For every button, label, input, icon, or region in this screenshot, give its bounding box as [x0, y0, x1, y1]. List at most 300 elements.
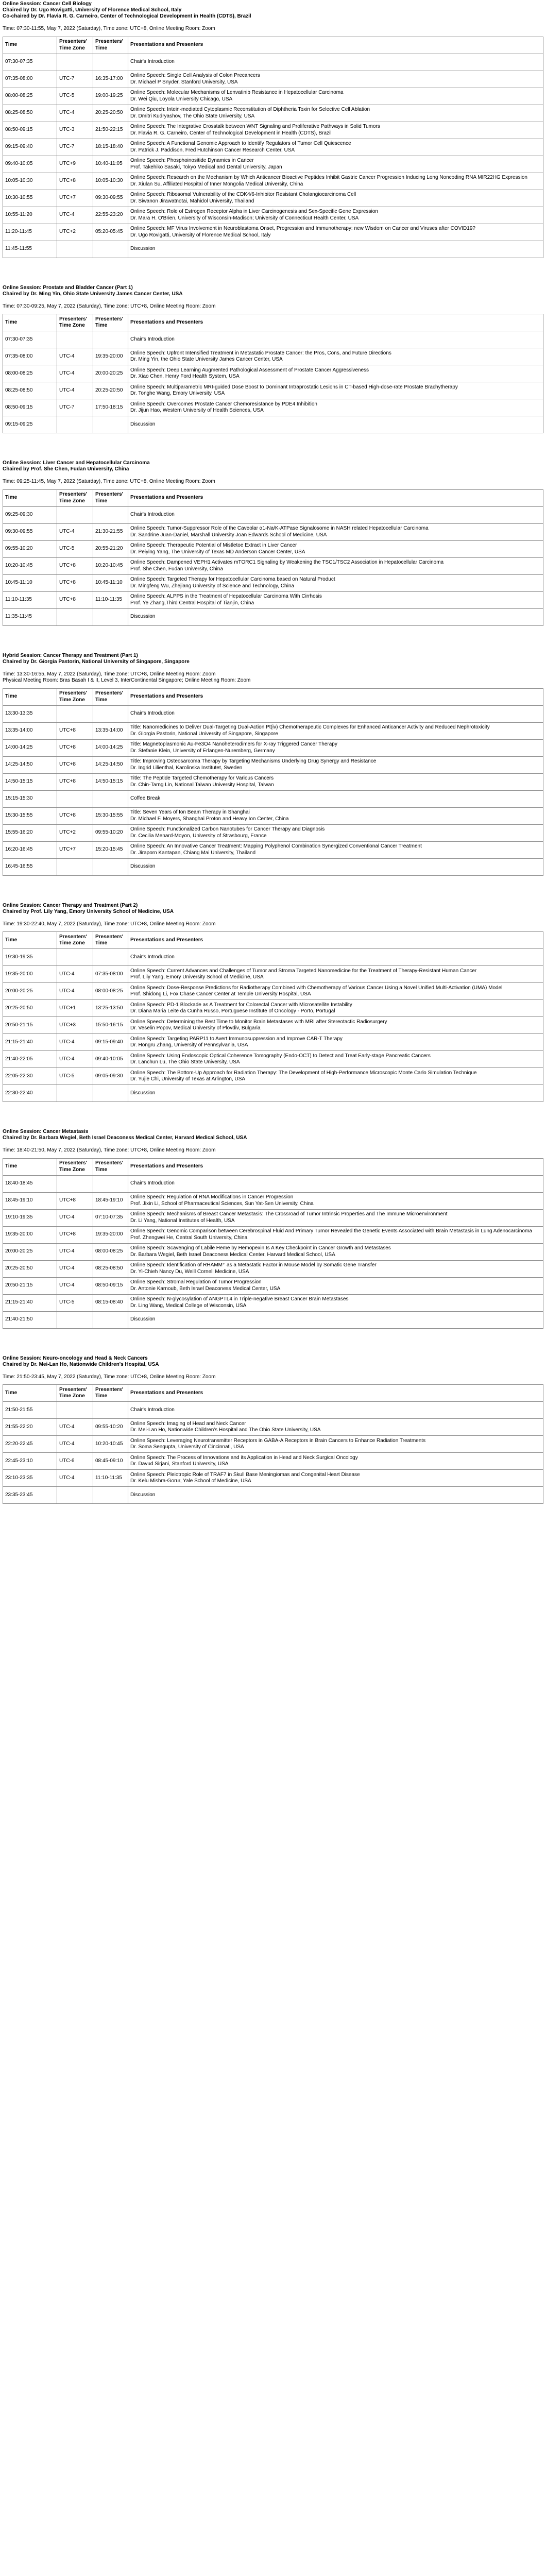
presenter-time-cell [93, 54, 128, 71]
presentation-cell [128, 365, 543, 382]
timezone-cell: UTC+8 [57, 722, 93, 739]
presentation-title: Title: Nanomedicines to Deliver Dual-Targeting Dual-Action Pt(iv) Chemotherapeutic Complexes for Enhanced Anticancer Activity and Reduced Nephrotoxicity [130, 724, 490, 730]
table-row [3, 1243, 543, 1260]
presenter-time-cell: 22:55-23:20 [93, 207, 128, 224]
table-header-row [3, 314, 543, 331]
table-row [3, 1453, 543, 1470]
presenter-name: Dr. Xiao Chen, Henry Ford Health System, USA [130, 374, 240, 379]
timezone-cell: UTC+8 [57, 591, 93, 608]
session-title: Online Session: Liver Cancer and Hepatocellular Carcinoma [3, 460, 150, 466]
presenter-time-cell: 09:30-09:55 [93, 190, 128, 207]
presentation-cell [128, 790, 543, 807]
time-cell: 16:45-16:55 [3, 858, 57, 875]
column-header: Presenters' Time Zone [57, 688, 93, 705]
table-row [3, 841, 543, 858]
presentation-cell [128, 1311, 543, 1328]
table-row [3, 207, 543, 224]
presenter-name: Prof. Takehiko Sasaki, Tokyo Medical and Dental University, Japan [130, 164, 282, 170]
session-time: Time: 19:30-22:40, May 7, 2022 (Saturday), Time zone: UTC+8, Online Meeting Room: Zoom [3, 921, 216, 927]
presentation-title: Online Speech: Pleiotropic Role of TRAF7 in Skull Base Meningiomas and Congenital Heart Disease [130, 1471, 360, 1478]
presenter-time-cell: 17:50-18:15 [93, 399, 128, 416]
timezone-cell: UTC-4 [57, 983, 93, 1000]
table-row [3, 722, 543, 739]
presenter-name: Dr. Yi-Chieh Nancy Du, Weill Cornell Medicine, USA [130, 1268, 249, 1275]
presentation-title: Discussion [130, 863, 156, 870]
session-location: Physical Meeting Room: Bras Basah I & II, Level 3, InterContinental Singapore; Online Meeting Room: Zoom [3, 677, 251, 683]
time-cell: 07:35-08:00 [3, 71, 57, 88]
table-row [3, 122, 543, 139]
presenter-time-cell [93, 949, 128, 966]
column-header: Presentations and Presenters [128, 314, 543, 331]
presentation-title: Online Speech: Dose-Response Predictions for Radiotherapy Combined with Chemotherapy of Various Cancer Using a Novel Unified Multi-Activation (UMA) Model [130, 985, 503, 991]
column-header: Presenters' Time [93, 688, 128, 705]
table-row [3, 966, 543, 983]
presentation-title: Title: Seven Years of Ion Beam Therapy in Shanghai [130, 809, 250, 815]
presenter-name: Dr. Stefanie Klein, University of Erlangen-Nuremberg, Germany [130, 748, 275, 754]
column-header: Time [3, 1158, 57, 1175]
table-row [3, 574, 543, 591]
schedule-table [3, 489, 543, 626]
session-chair: Chaired by Prof. She Chen, Fudan University, China [3, 466, 129, 472]
presentation-cell [128, 1470, 543, 1487]
presentation-cell [128, 207, 543, 224]
timezone-cell [57, 416, 93, 433]
presentation-cell [128, 88, 543, 105]
time-cell: 13:35-14:00 [3, 722, 57, 739]
presentation-cell [128, 382, 543, 399]
schedule-table [3, 688, 543, 876]
presenter-name: Dr. Flavia R. G. Carneiro, Center of Technological Development in Health (CDTS), Brazil [130, 130, 332, 136]
presenter-name: Dr. Ming Yin, the Ohio State University James Cancer Center, USA [130, 357, 283, 362]
presenter-time-cell: 21:50-22:15 [93, 122, 128, 139]
time-cell: 20:25-20:50 [3, 1000, 57, 1017]
table-row [3, 416, 543, 433]
presenter-time-cell: 15:20-15:45 [93, 841, 128, 858]
table-header-row [3, 932, 543, 949]
presentation-cell [128, 1175, 543, 1192]
time-cell: 10:05-10:30 [3, 173, 57, 190]
table-row [3, 1068, 543, 1085]
column-header: Presenters' Time Zone [57, 489, 93, 506]
presentation-cell [128, 1294, 543, 1311]
timezone-cell [57, 608, 93, 625]
presentation-title: Online Speech: Mechanisms of Breast Cancer Metastasis: The Crossroad of Tumor Intrinsic Properties and The Immune Microenvironment [130, 1211, 448, 1217]
presentation-cell [128, 705, 543, 722]
presentation-cell [128, 1192, 543, 1209]
presentation-cell [128, 523, 543, 540]
presentation-cell [128, 399, 543, 416]
schedule-table [3, 314, 543, 433]
timezone-cell: UTC-4 [57, 1034, 93, 1051]
table-header-row [3, 688, 543, 705]
column-header: Time [3, 932, 57, 949]
timezone-cell [57, 1175, 93, 1192]
presentation-cell [128, 983, 543, 1000]
presenter-name: Dr. Chin-Tarng Lin, National Taiwan University Hospital, Taiwan [130, 782, 274, 788]
presentation-title: Online Speech: Current Advances and Challenges of Tumor and Stroma Targeted Nanomedicine for the Treatment of Therapy-Resistant Human Cancer [130, 968, 477, 974]
presenter-time-cell: 13:35-14:00 [93, 722, 128, 739]
presenter-time-cell: 09:40-10:05 [93, 1051, 128, 1068]
presenter-name: Dr. Antonie Karnoub, Beth Israel Deaconess Medical Center, USA [130, 1285, 281, 1292]
column-header: Time [3, 688, 57, 705]
table-row [3, 241, 543, 258]
timezone-cell: UTC+8 [57, 557, 93, 574]
timezone-cell: UTC-4 [57, 1051, 93, 1068]
time-cell: 20:50-21:15 [3, 1017, 57, 1034]
timezone-cell [57, 331, 93, 348]
column-header: Presentations and Presenters [128, 932, 543, 949]
timezone-cell: UTC-5 [57, 540, 93, 557]
presentation-cell [128, 574, 543, 591]
time-cell: 10:20-10:45 [3, 557, 57, 574]
presentation-title: Discussion [130, 1090, 156, 1096]
timezone-cell: UTC+8 [57, 173, 93, 190]
presentation-cell [128, 173, 543, 190]
session-chair: Chaired by Dr. Ming Yin, Ohio State University James Cancer Center, USA [3, 291, 183, 297]
presenter-name: Dr. Kelu Mishra-Gorur, Yale School of Medicine, USA [130, 1478, 251, 1484]
schedule-table [3, 37, 543, 258]
presenter-name: Dr. Jijun Hao, Western University of Health Sciences, USA [130, 408, 264, 413]
timezone-cell: UTC+8 [57, 807, 93, 824]
presentation-title: Online Speech: Leveraging Neurotransmitter Receptors in GABA-A Receptors in Brain Cancers to Enhance Radiation Treatments [130, 1437, 426, 1444]
table-row [3, 807, 543, 824]
presenter-time-cell [93, 1311, 128, 1328]
presenter-time-cell: 19:35-20:00 [93, 1226, 128, 1243]
presenter-time-cell: 18:45-19:10 [93, 1192, 128, 1209]
presenter-name: Dr. Davud Sirjani, Stanford University, USA [130, 1461, 229, 1467]
session-chair: Chaired by Dr. Ugo Rovigatti, University of Florence Medical School, Italy [3, 7, 182, 13]
presenter-time-cell: 07:10-07:35 [93, 1209, 128, 1226]
time-cell: 22:45-23:10 [3, 1453, 57, 1470]
presentation-cell [128, 241, 543, 258]
table-row [3, 399, 543, 416]
table-header-row [3, 1385, 543, 1402]
presentation-title: Title: Improving Osteosarcoma Therapy by Targeting Mechanisms Underlying Drug Synergy and Resistance [130, 758, 377, 764]
presentation-cell [128, 773, 543, 790]
presenter-name: Dr. Dmitri Kudryashov, The Ohio State University, USA [130, 113, 255, 119]
presentation-title: Discussion [130, 1492, 156, 1498]
schedule-table [3, 931, 543, 1102]
time-cell: 20:25-20:50 [3, 1260, 57, 1277]
presenter-time-cell [93, 858, 128, 875]
session-block [3, 1129, 543, 1329]
table-row [3, 523, 543, 540]
timezone-cell: UTC-4 [57, 1436, 93, 1453]
timezone-cell: UTC-4 [57, 1277, 93, 1294]
presenter-time-cell: 10:40-11:05 [93, 156, 128, 173]
time-cell: 10:30-10:55 [3, 190, 57, 207]
presentation-title: Online Speech: PD-1 Blockade as A Treatment for Colorectal Cancer with Microsatellite Instability [130, 1002, 352, 1008]
time-cell: 20:00-20:25 [3, 983, 57, 1000]
presentation-cell [128, 1068, 543, 1085]
presenter-time-cell: 20:00-20:25 [93, 365, 128, 382]
presentation-cell [128, 1051, 543, 1068]
table-row [3, 1209, 543, 1226]
column-header: Presenters' Time Zone [57, 932, 93, 949]
presenter-name: Prof. Lily Yang, Emory University School of Medicine, USA [130, 974, 264, 980]
presenter-time-cell: 11:10-11:35 [93, 1470, 128, 1487]
time-cell: 18:40-18:45 [3, 1175, 57, 1192]
presenter-time-cell [93, 331, 128, 348]
timezone-cell [57, 705, 93, 722]
table-row [3, 156, 543, 173]
time-cell: 15:15-15:30 [3, 790, 57, 807]
presentation-title: Online Speech: Upfront Intensified Treatment in Metastatic Prostate Cancer: the Pros, Cons, and Future Directions [130, 350, 391, 356]
presentation-cell [128, 1487, 543, 1504]
session-chair: Chaired by Prof. Lily Yang, Emory University School of Medicine, USA [3, 908, 174, 914]
presentation-cell [128, 1034, 543, 1051]
session-block [3, 460, 543, 626]
presentation-cell [128, 1226, 543, 1243]
presenter-name: Dr. Xiulan Su, Affiliated Hospital of Inner Mongolia Medical University, China [130, 181, 303, 187]
presentation-title: Chair's Introduction [130, 512, 175, 518]
table-row [3, 365, 543, 382]
presenter-time-cell: 08:15-08:40 [93, 1294, 128, 1311]
presentation-cell [128, 824, 543, 841]
presenter-time-cell: 10:20-10:45 [93, 1436, 128, 1453]
presenter-time-cell: 08:00-08:25 [93, 983, 128, 1000]
column-header: Presenters' Time Zone [57, 314, 93, 331]
timezone-cell: UTC-5 [57, 1068, 93, 1085]
time-cell: 11:35-11:45 [3, 608, 57, 625]
presenter-time-cell: 20:25-20:50 [93, 105, 128, 122]
presentation-cell [128, 557, 543, 574]
table-row [3, 1226, 543, 1243]
presentation-title: Chair's Introduction [130, 710, 175, 717]
time-cell: 14:50-15:15 [3, 773, 57, 790]
table-header-row [3, 1158, 543, 1175]
presenter-name: Dr. Michael P Snyder, Stanford University, USA [130, 79, 238, 85]
presentation-cell [128, 139, 543, 156]
table-row [3, 105, 543, 122]
presentation-title: Online Speech: Dampened VEPH1 Activates mTORC1 Signaling by Weakening the TSC1/TSC2 Association in Hepatocellular Carcinoma [130, 560, 444, 565]
time-cell: 23:10-23:35 [3, 1470, 57, 1487]
time-cell: 22:20-22:45 [3, 1436, 57, 1453]
presentation-title: Online Speech: Imaging of Head and Neck Cancer [130, 1420, 246, 1427]
session-title: Online Session: Cancer Metastasis [3, 1129, 89, 1134]
timezone-cell [57, 1487, 93, 1504]
timezone-cell: UTC-4 [57, 105, 93, 122]
presentation-title: Online Speech: Role of Estrogen Receptor Alpha in Liver Carcinogenesis and Sex-Specific Gene Expression [130, 209, 378, 214]
time-cell: 14:00-14:25 [3, 739, 57, 756]
timezone-cell: UTC+2 [57, 224, 93, 241]
presenter-name: Dr. Mingfeng Wu, Zhejiang University of Science and Technology, China [130, 583, 294, 589]
time-cell: 22:05-22:30 [3, 1068, 57, 1085]
time-cell: 07:30-07:35 [3, 331, 57, 348]
timezone-cell: UTC-7 [57, 139, 93, 156]
time-cell: 19:35-20:00 [3, 1226, 57, 1243]
table-row [3, 1487, 543, 1504]
presenter-time-cell: 08:25-08:50 [93, 1260, 128, 1277]
presenter-name: Dr. Mara H. O'Brien, University of Wisconsin-Madison; University of Connecticut Health Center, USA [130, 215, 359, 221]
presenter-time-cell: 15:30-15:55 [93, 807, 128, 824]
presenter-name: Dr. Soma Sengupta, University of Cincinnati, USA [130, 1444, 244, 1450]
presentation-cell [128, 105, 543, 122]
presenter-time-cell: 13:25-13:50 [93, 1000, 128, 1017]
presentation-title: Online Speech: Research on the Mechanism by Which Anticancer Bioactive Peptides Inhibit Gastric Cancer Progression Inducing Long Noncoding RNA MIR22HG Expression [130, 175, 527, 180]
time-cell: 09:55-10:20 [3, 540, 57, 557]
session-chair: Co-chaired by Dr. Flavia R. G. Carneiro, Center of Technological Development in Health (CDTS), Brazil [3, 13, 251, 19]
column-header: Presentations and Presenters [128, 688, 543, 705]
timezone-cell: UTC-6 [57, 1453, 93, 1470]
presenter-name: Dr. Veselin Popov, Medical University of Plovdiv, Bulgaria [130, 1025, 261, 1031]
presenter-time-cell [93, 1487, 128, 1504]
column-header: Presenters' Time [93, 932, 128, 949]
session-block [3, 1355, 543, 1504]
time-cell: 08:50-09:15 [3, 122, 57, 139]
presenter-time-cell: 21:30-21:55 [93, 523, 128, 540]
presentation-title: Online Speech: MF Virus Involvement in Neuroblastoma Onset, Progression and Immunotherapy: new Wisdom on Cancer and Viruses after COVID19? [130, 226, 475, 231]
presenter-time-cell: 10:05-10:30 [93, 173, 128, 190]
presenter-name: Prof. Zhengwei He, Central South University, China [130, 1234, 248, 1241]
table-row [3, 1017, 543, 1034]
table-row [3, 540, 543, 557]
presentation-title: Chair's Introduction [130, 1406, 175, 1413]
timezone-cell: UTC+8 [57, 756, 93, 773]
presentation-cell [128, 54, 543, 71]
presenter-time-cell [93, 1085, 128, 1102]
time-cell: 21:15-21:40 [3, 1294, 57, 1311]
presenter-time-cell [93, 1402, 128, 1419]
presentation-title: Online Speech: Scavenging of Labile Heme by Hemopexin Is A Key Checkpoint in Cancer Growth and Metastases [130, 1245, 391, 1251]
table-row [3, 1311, 543, 1328]
table-row [3, 949, 543, 966]
session-time: Time: 18:40-21:50, May 7, 2022 (Saturday), Time zone: UTC+8, Online Meeting Room: Zoom [3, 1147, 216, 1153]
time-cell: 07:30-07:35 [3, 54, 57, 71]
presentation-title: Online Speech: Molecular Mechanisms of Lenvatinib Resistance in Hepatocellular Carcinoma [130, 90, 344, 95]
table-row [3, 1294, 543, 1311]
time-cell: 08:50-09:15 [3, 399, 57, 416]
presentation-title: Online Speech: An Innovative Cancer Treatment: Mapping Polyphenol Combination Synergized Conventional Cancer Treatment [130, 843, 422, 849]
presenter-time-cell: 16:35-17:00 [93, 71, 128, 88]
column-header: Presenters' Time [93, 489, 128, 506]
session-chair: Chaired by Dr. Barbara Wegiel, Beth Israel Deaconess Medical Center, Harvard Medical School, USA [3, 1135, 247, 1141]
presentation-title: Discussion [130, 421, 156, 427]
timezone-cell: UTC-4 [57, 382, 93, 399]
presentation-cell [128, 71, 543, 88]
column-header: Presenters' Time Zone [57, 1385, 93, 1402]
table-row [3, 1085, 543, 1102]
presenter-time-cell: 09:05-09:30 [93, 1068, 128, 1085]
presentation-cell [128, 1436, 543, 1453]
table-row [3, 858, 543, 875]
time-cell: 08:25-08:50 [3, 382, 57, 399]
presentation-cell [128, 1243, 543, 1260]
timezone-cell: UTC-4 [57, 1470, 93, 1487]
session-title: Online Session: Cancer Therapy and Treatment (Part 2) [3, 902, 138, 908]
presenter-name: Dr. Peiying Yang, The University of Texas MD Anderson Cancer Center, USA [130, 549, 305, 555]
session-block [3, 903, 543, 1103]
timezone-cell: UTC+3 [57, 1017, 93, 1034]
presentation-cell [128, 858, 543, 875]
timezone-cell [57, 1311, 93, 1328]
time-cell: 09:15-09:25 [3, 416, 57, 433]
presentation-title: Chair's Introduction [130, 336, 175, 342]
time-cell: 15:30-15:55 [3, 807, 57, 824]
table-row [3, 1175, 543, 1192]
time-cell: 19:35-20:00 [3, 966, 57, 983]
timezone-cell: UTC-5 [57, 88, 93, 105]
time-cell: 20:00-20:25 [3, 1243, 57, 1260]
presentation-cell [128, 722, 543, 739]
session-block [3, 285, 543, 434]
presentation-cell [128, 348, 543, 365]
presentation-title: Online Speech: Overcomes Prostate Cancer Chemoresistance by PDE4 Inhibition [130, 401, 317, 407]
presenter-name: Dr. Michael F. Moyers, Shanghai Proton and Heavy Ion Center, China [130, 816, 289, 822]
table-row [3, 224, 543, 241]
table-row [3, 382, 543, 399]
table-row [3, 1402, 543, 1419]
table-row [3, 1419, 543, 1436]
time-cell: 08:25-08:50 [3, 105, 57, 122]
presentation-title: Discussion [130, 614, 156, 620]
presentation-title: Online Speech: Targeting PARP11 to Avert Immunosuppression and Improve CAR-T Therapy [130, 1036, 343, 1042]
time-cell: 10:55-11:20 [3, 207, 57, 224]
presentation-title: Online Speech: Phosphoinositide Dynamics in Cancer [130, 158, 254, 163]
presenter-time-cell: 08:00-08:25 [93, 1243, 128, 1260]
timezone-cell [57, 1085, 93, 1102]
presenter-time-cell: 05:20-05:45 [93, 224, 128, 241]
presenter-name: Dr. Lanchun Lu, The Ohio State University, USA [130, 1059, 240, 1065]
table-row [3, 824, 543, 841]
timezone-cell: UTC-3 [57, 122, 93, 139]
presentation-title: Online Speech: Functionalized Carbon Nanotubes for Cancer Therapy and Diagnosis [130, 826, 325, 832]
presenter-time-cell [93, 416, 128, 433]
presenter-time-cell [93, 790, 128, 807]
presenter-name: Dr. Siwanon Jirawatnotai, Mahidol University, Thailand [130, 198, 254, 204]
time-cell: 22:30-22:40 [3, 1085, 57, 1102]
presentation-cell [128, 1017, 543, 1034]
session-chair: Chaired by Dr. Mei-Lan Ho, Nationwide Children's Hospital, USA [3, 1361, 159, 1367]
presentation-cell [128, 591, 543, 608]
time-cell: 19:30-19:35 [3, 949, 57, 966]
presentation-cell [128, 1277, 543, 1294]
session-title: Online Session: Prostate and Bladder Cancer (Part 1) [3, 284, 133, 291]
timezone-cell: UTC-4 [57, 966, 93, 983]
table-row [3, 1192, 543, 1209]
timezone-cell: UTC-4 [57, 207, 93, 224]
timezone-cell [57, 790, 93, 807]
timezone-cell: UTC+8 [57, 1226, 93, 1243]
presenter-time-cell: 19:35-20:00 [93, 348, 128, 365]
time-cell: 16:20-16:45 [3, 841, 57, 858]
presenter-name: Dr. Barbara Wegiel, Beth Israel Deaconess Medical Center, Harvard Medical School, USA [130, 1251, 335, 1258]
table-row [3, 1277, 543, 1294]
column-header: Presenters' Time [93, 1385, 128, 1402]
presentation-cell [128, 1085, 543, 1102]
table-row [3, 190, 543, 207]
presentation-title: Chair's Introduction [130, 954, 175, 960]
presentation-cell [128, 1453, 543, 1470]
table-row [3, 739, 543, 756]
timezone-cell: UTC-4 [57, 348, 93, 365]
column-header: Presenters' Time [93, 1158, 128, 1175]
column-header: Presenters' Time Zone [57, 1158, 93, 1175]
presentation-title: Discussion [130, 246, 156, 252]
table-row [3, 1034, 543, 1051]
table-row [3, 557, 543, 574]
table-row [3, 506, 543, 523]
session-chair: Chaired by Dr. Giorgia Pastorin, National University of Singapore, Singapore [3, 658, 190, 665]
timezone-cell: UTC-7 [57, 71, 93, 88]
presentation-title: Online Speech: The Bottom-Up Approach for Radiation Therapy: The Development of High-Performance Microscopic Monte Carlo Simulation Technique [130, 1070, 477, 1076]
presentation-cell [128, 122, 543, 139]
timezone-cell: UTC+8 [57, 773, 93, 790]
presentation-title: Title: Magnetoplasmonic Au-Fe3O4 Nanoheterodimers for X-ray Triggered Cancer Therapy [130, 741, 337, 747]
session-title: Online Session: Cancer Cell Biology [3, 1, 92, 7]
time-cell: 21:50-21:55 [3, 1402, 57, 1419]
session-title: Online Session: Neuro-oncology and Head & Neck Cancers [3, 1355, 148, 1361]
